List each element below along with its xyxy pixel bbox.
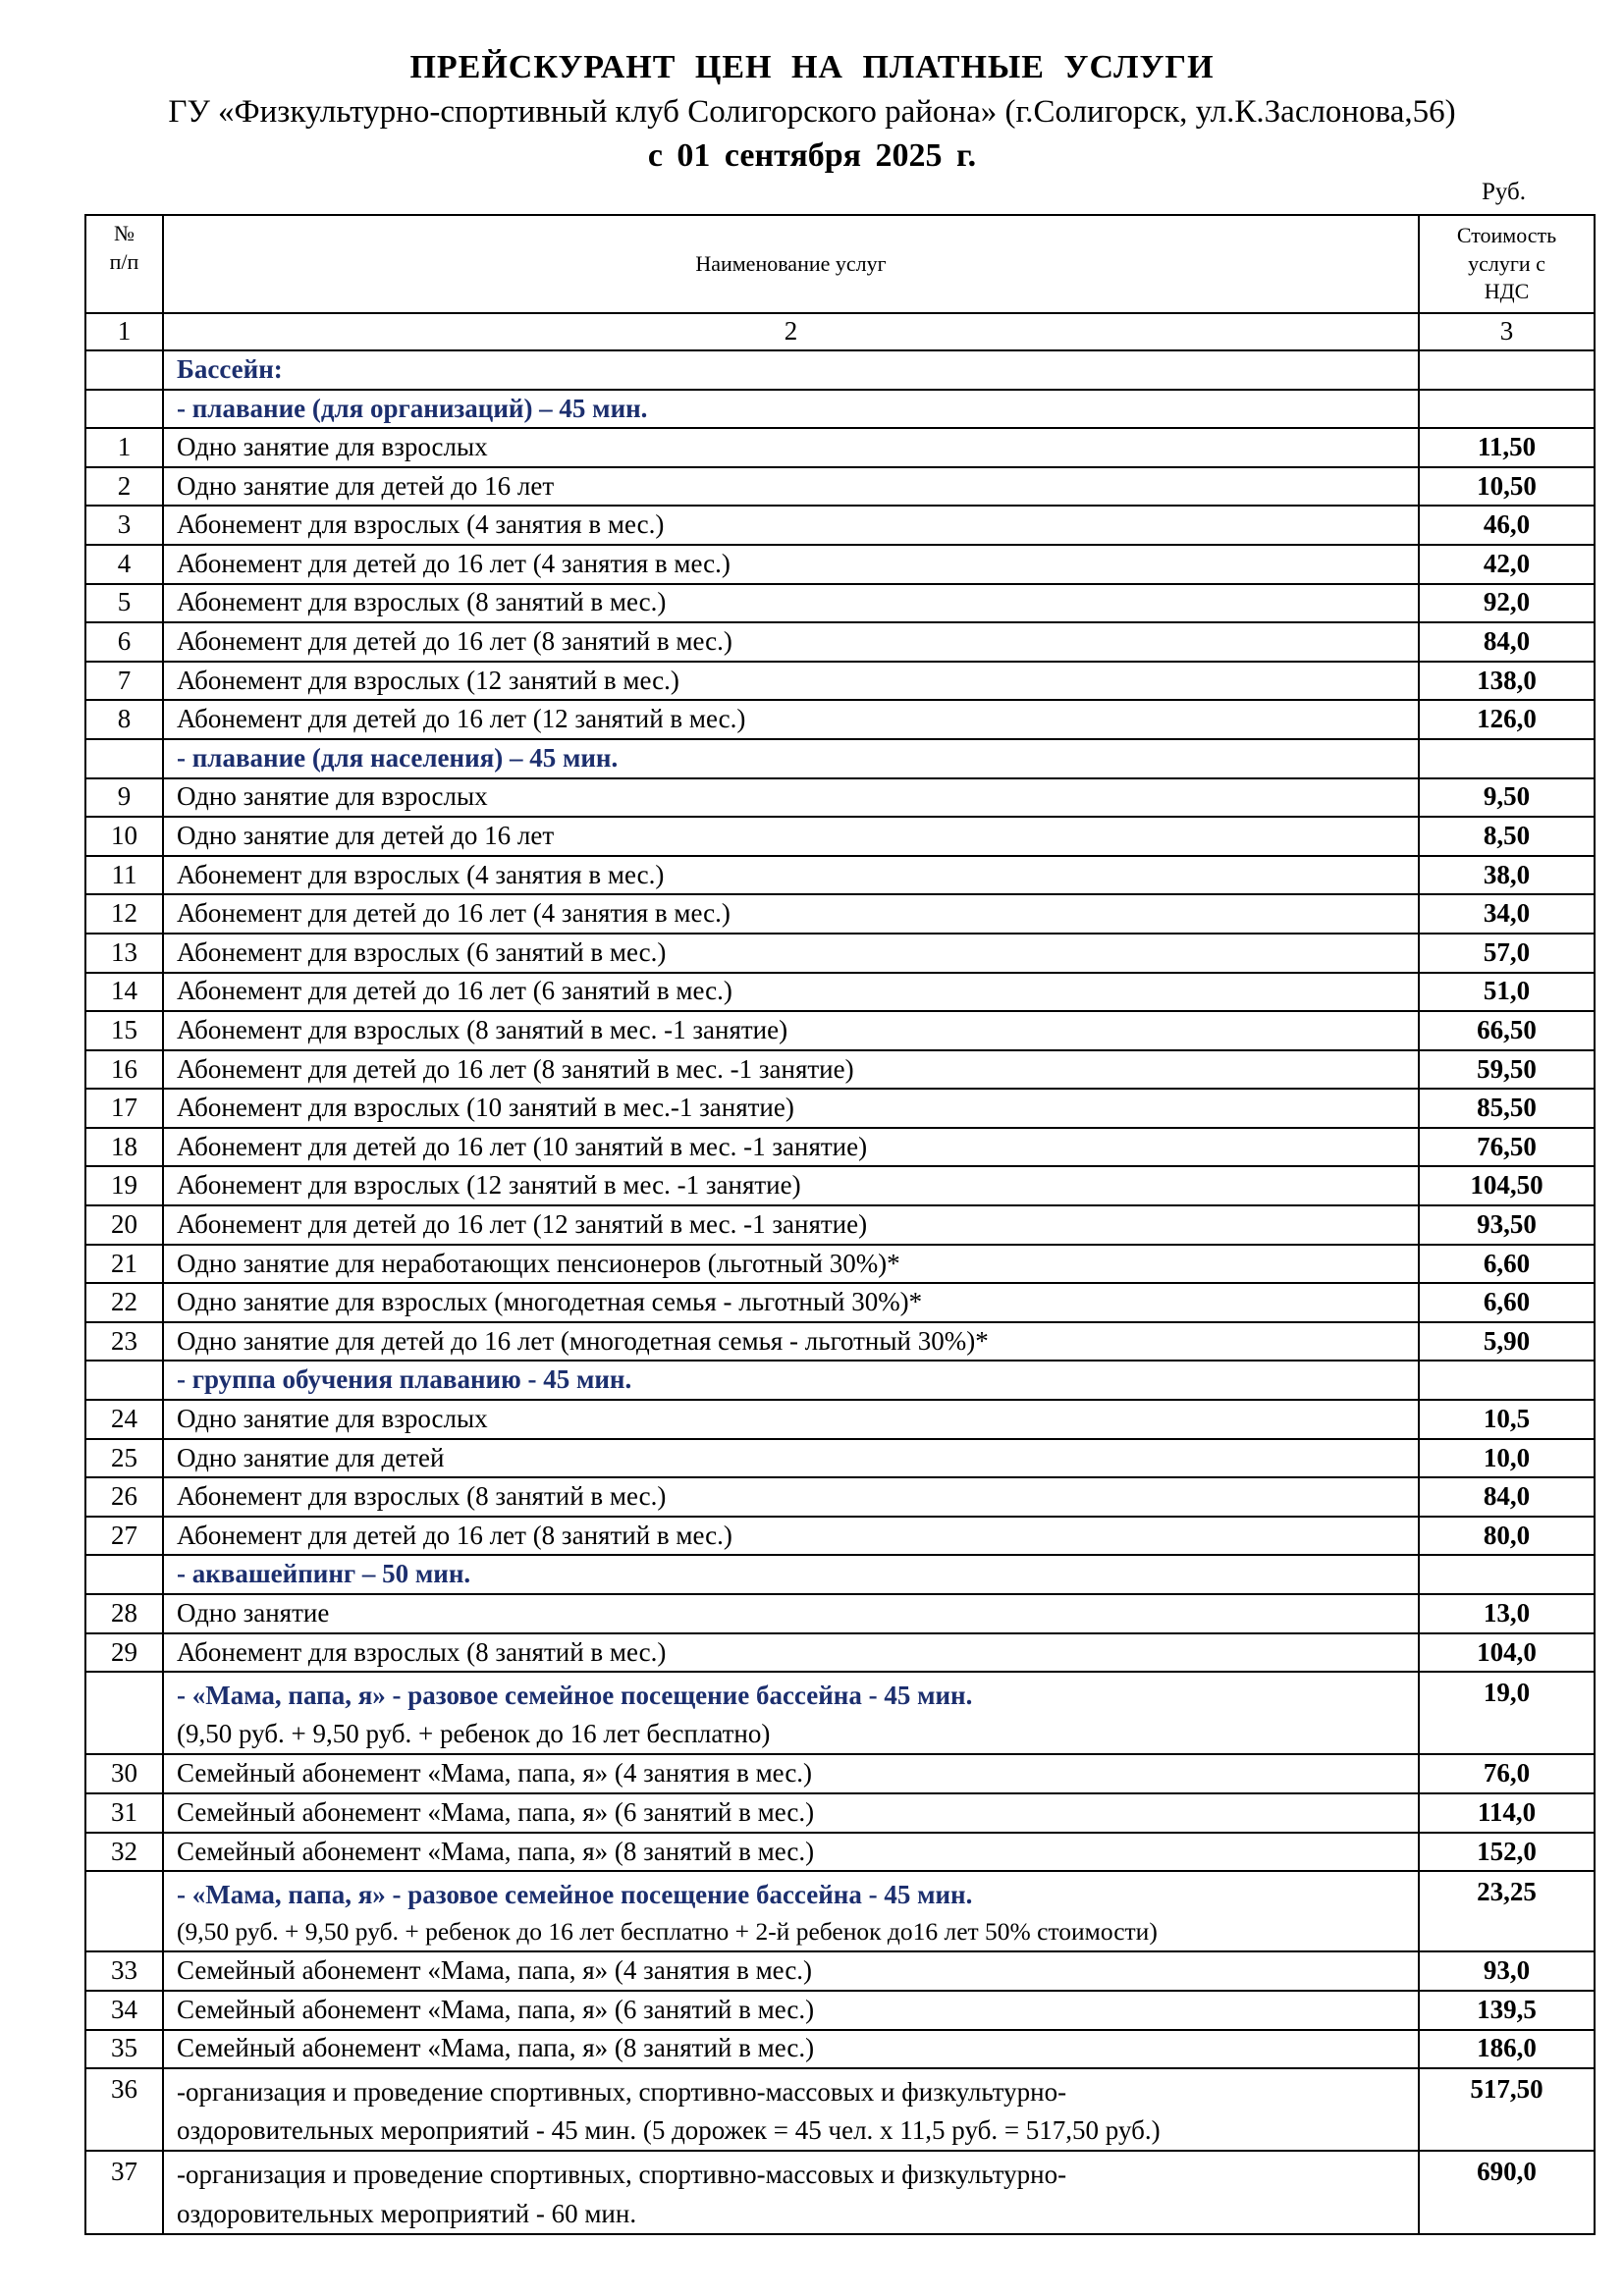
row-number: 33 [85,1951,163,1991]
section-title: - аквашейпинг – 50 мин. [163,1555,1419,1594]
service-price: 9,50 [1419,778,1595,818]
service-price: 139,5 [1419,1991,1595,2030]
service-price: 13,0 [1419,1594,1595,1633]
row-number: 10 [85,817,163,856]
service-name: Одно занятие для детей до 16 лет (многодетная семья - льготный 30%)* [163,1322,1419,1362]
table-row [85,584,1595,623]
section-row-pool [85,350,1595,390]
table-row [85,622,1595,662]
row-number: 25 [85,1439,163,1478]
row-number: 27 [85,1517,163,1556]
service-name: Абонемент для детей до 16 лет (12 занятий в мес. -1 занятие) [163,1205,1419,1245]
row-number: 18 [85,1128,163,1167]
row-number: 3 [85,506,163,545]
table-row [85,1833,1595,1872]
service-price: 66,50 [1419,1011,1595,1050]
service-name: Абонемент для взрослых (8 занятий в мес.) [163,1477,1419,1517]
service-name: Семейный абонемент «Мама, папа, я» (8 занятий в мес.) [163,2030,1419,2069]
family-visit-cell [163,1871,1419,1951]
service-price: 76,50 [1419,1128,1595,1167]
service-price: 46,0 [1419,506,1595,545]
service-name-line1: -организация и проведение спортивных, спортивно-массовых и физкультурно- [177,2077,1067,2108]
service-price: 38,0 [1419,856,1595,895]
table-row [85,1400,1595,1439]
service-price: 80,0 [1419,1517,1595,1556]
service-name: Абонемент для детей до 16 лет (8 занятий в мес. -1 занятие) [163,1050,1419,1090]
service-name: Одно занятие [163,1594,1419,1633]
service-name: Семейный абонемент «Мама, папа, я» (8 занятий в мес.) [163,1833,1419,1872]
service-name: Семейный абонемент «Мама, папа, я» (4 занятия в мес.) [163,1951,1419,1991]
table-row [85,1991,1595,2030]
service-name: Абонемент для взрослых (8 занятий в мес.) [163,584,1419,623]
organization-name: ГУ «Физкультурно-спортивный клуб Солигорского района» (г.Солигорск, ул.К.Заслонова,56) [168,94,1456,130]
service-name: Абонемент для взрослых (6 занятий в мес.) [163,934,1419,973]
table-row [85,467,1595,507]
service-price: 6,60 [1419,1245,1595,1284]
service-name-line2: оздоровительных мероприятий - 45 мин. (5 дорожек = 45 чел. х 11,5 руб. = 517,50 руб.) [177,2115,1161,2146]
table-row [85,1245,1595,1284]
service-price: 42,0 [1419,545,1595,584]
service-price: 92,0 [1419,584,1595,623]
service-name: Одно занятие для взрослых [163,778,1419,818]
empty-cell [85,1361,163,1400]
row-number: 35 [85,2030,163,2069]
service-price: 8,50 [1419,817,1595,856]
service-name: Одно занятие для неработающих пенсионеров (льготный 30%)* [163,1245,1419,1284]
table-row [85,662,1595,701]
service-price: 57,0 [1419,934,1595,973]
section-title: - плавание (для организаций) – 45 мин. [163,390,1419,429]
service-name: Абонемент для детей до 16 лет (4 занятия в мес.) [163,894,1419,934]
price-table [84,214,1596,2235]
row-number: 6 [85,622,163,662]
table-row [85,1128,1595,1167]
service-price: 10,0 [1419,1439,1595,1478]
section-row [85,1555,1595,1594]
currency-label: Руб. [1481,179,1526,205]
header-price-line1: Стоимость [1456,223,1557,248]
service-price: 114,0 [1419,1793,1595,1833]
section-row [85,390,1595,429]
service-name-line2: оздоровительных мероприятий - 60 мин. [177,2198,637,2228]
row-number: 20 [85,1205,163,1245]
table-row [85,428,1595,467]
header-name: Наименование услуг [163,215,1419,313]
row-number: 31 [85,1793,163,1833]
service-price: 93,0 [1419,1951,1595,1991]
table-row [85,1050,1595,1090]
row-number: 7 [85,662,163,701]
service-price: 104,50 [1419,1166,1595,1205]
section-title: - «Мама, папа, я» - разовое семейное посещение бассейна - 45 мин. [177,1681,973,1711]
section-title: - «Мама, папа, я» - разовое семейное посещение бассейна - 45 мин. [177,1880,973,1910]
family-visit-cell [163,1672,1419,1754]
section-title: Бассейн: [163,350,1419,390]
service-price: 152,0 [1419,1833,1595,1872]
column-index: 1 [85,313,163,350]
service-price: 10,50 [1419,467,1595,507]
empty-cell [1419,1555,1595,1594]
service-name: Семейный абонемент «Мама, папа, я» (6 занятий в мес.) [163,1793,1419,1833]
table-row [85,1793,1595,1833]
column-index: 3 [1419,313,1595,350]
row-number: 1 [85,428,163,467]
table-header-row [85,215,1595,313]
page-title: ПРЕЙСКУРАНТ ЦЕН НА ПЛАТНЫЕ УСЛУГИ [409,49,1215,85]
service-name [163,2068,1419,2151]
service-name: Одно занятие для детей до 16 лет [163,467,1419,507]
row-number: 26 [85,1477,163,1517]
service-price: 6,60 [1419,1283,1595,1322]
table-row [85,778,1595,818]
service-price: 186,0 [1419,2030,1595,2069]
empty-cell [1419,390,1595,429]
row-number: 37 [85,2151,163,2233]
service-name: Абонемент для взрослых (4 занятия в мес.) [163,856,1419,895]
service-name: Семейный абонемент «Мама, папа, я» (6 занятий в мес.) [163,1991,1419,2030]
section-row [85,1361,1595,1400]
service-name: Абонемент для детей до 16 лет (12 занятий в мес.) [163,700,1419,739]
empty-cell [1419,739,1595,778]
service-name: Одно занятие для детей до 16 лет [163,817,1419,856]
service-name: Абонемент для детей до 16 лет (6 занятий в мес.) [163,973,1419,1012]
event-row [85,2068,1595,2151]
service-price: 93,50 [1419,1205,1595,1245]
table-row [85,2030,1595,2069]
row-number: 30 [85,1754,163,1793]
effective-date: с 01 сентября 2025 г. [647,137,977,174]
empty-cell [85,1871,163,1951]
header-number-line1: № [114,221,135,245]
service-price: 104,0 [1419,1633,1595,1673]
table-row [85,1477,1595,1517]
service-price: 51,0 [1419,973,1595,1012]
table-row [85,1322,1595,1362]
table-row [85,506,1595,545]
header-price-line2: услуги с [1468,250,1545,276]
event-row [85,2151,1595,2233]
row-number: 5 [85,584,163,623]
service-name: Абонемент для детей до 16 лет (10 занятий в мес. -1 занятие) [163,1128,1419,1167]
column-index-row [85,313,1595,350]
row-number: 23 [85,1322,163,1362]
table-row [85,1011,1595,1050]
service-name-line1: -организация и проведение спортивных, спортивно-массовых и физкультурно- [177,2160,1067,2190]
empty-cell [85,1672,163,1754]
row-number: 2 [85,467,163,507]
service-name: Абонемент для взрослых (12 занятий в мес.) [163,662,1419,701]
service-price: 84,0 [1419,622,1595,662]
row-number: 12 [85,894,163,934]
service-name: Одно занятие для взрослых [163,428,1419,467]
service-name: Абонемент для взрослых (8 занятий в мес. -1 занятие) [163,1011,1419,1050]
row-number: 34 [85,1991,163,2030]
service-price: 5,90 [1419,1322,1595,1362]
service-name: Одно занятие для взрослых [163,1400,1419,1439]
table-row [85,894,1595,934]
table-row [85,1517,1595,1556]
row-number: 8 [85,700,163,739]
service-price: 59,50 [1419,1050,1595,1090]
table-row [85,1594,1595,1633]
table-row [85,1089,1595,1128]
service-price: 10,5 [1419,1400,1595,1439]
table-row [85,700,1595,739]
family-visit-note: (9,50 руб. + 9,50 руб. + ребенок до 16 лет бесплатно + 2-й ребенок до16 лет 50% стоимости) [177,1917,1158,1947]
row-number: 24 [85,1400,163,1439]
table-row [85,856,1595,895]
table-row [85,1754,1595,1793]
row-number: 19 [85,1166,163,1205]
header-price-line3: НДС [1484,279,1530,304]
service-price: 23,25 [1419,1871,1595,1951]
table-row [85,1951,1595,1991]
empty-cell [85,739,163,778]
service-price: 517,50 [1419,2068,1595,2151]
service-name: Абонемент для детей до 16 лет (8 занятий в мес.) [163,622,1419,662]
empty-cell [1419,1361,1595,1400]
table-row [85,817,1595,856]
row-number: 9 [85,778,163,818]
header-price [1419,215,1595,313]
row-number: 22 [85,1283,163,1322]
service-name: Абонемент для взрослых (10 занятий в мес.-1 занятие) [163,1089,1419,1128]
empty-cell [85,390,163,429]
service-name: Одно занятие для взрослых (многодетная семья - льготный 30%)* [163,1283,1419,1322]
section-row [85,739,1595,778]
family-visit-note: (9,50 руб. + 9,50 руб. + ребенок до 16 лет бесплатно) [177,1719,771,1749]
service-price: 11,50 [1419,428,1595,467]
header-number [85,215,163,313]
section-title: - плавание (для населения) – 45 мин. [163,739,1419,778]
service-price: 76,0 [1419,1754,1595,1793]
service-name: Одно занятие для детей [163,1439,1419,1478]
empty-cell [85,1555,163,1594]
service-price: 126,0 [1419,700,1595,739]
family-visit-row [85,1871,1595,1951]
table-row [85,1166,1595,1205]
service-price: 690,0 [1419,2151,1595,2233]
empty-cell [1419,350,1595,390]
row-number: 32 [85,1833,163,1872]
service-name: Абонемент для детей до 16 лет (8 занятий в мес.) [163,1517,1419,1556]
row-number: 29 [85,1633,163,1673]
row-number: 21 [85,1245,163,1284]
section-title: - группа обучения плаванию - 45 мин. [163,1361,1419,1400]
service-name [163,2151,1419,2233]
row-number: 14 [85,973,163,1012]
row-number: 28 [85,1594,163,1633]
family-visit-row [85,1672,1595,1754]
row-number: 4 [85,545,163,584]
row-number: 36 [85,2068,163,2151]
row-number: 15 [85,1011,163,1050]
table-row [85,545,1595,584]
service-price: 85,50 [1419,1089,1595,1128]
service-name: Абонемент для взрослых (4 занятия в мес.) [163,506,1419,545]
service-price: 34,0 [1419,894,1595,934]
empty-cell [85,350,163,390]
service-name: Семейный абонемент «Мама, папа, я» (4 занятия в мес.) [163,1754,1419,1793]
service-price: 19,0 [1419,1672,1595,1754]
service-price: 138,0 [1419,662,1595,701]
header-number-line2: п/п [109,248,139,274]
row-number: 16 [85,1050,163,1090]
table-row [85,934,1595,973]
table-row [85,973,1595,1012]
table-row [85,1205,1595,1245]
service-name: Абонемент для взрослых (12 занятий в мес. -1 занятие) [163,1166,1419,1205]
row-number: 17 [85,1089,163,1128]
table-row [85,1439,1595,1478]
service-name: Абонемент для взрослых (8 занятий в мес.) [163,1633,1419,1673]
row-number: 13 [85,934,163,973]
column-index: 2 [163,313,1419,350]
table-row [85,1283,1595,1322]
table-row [85,1633,1595,1673]
row-number: 11 [85,856,163,895]
service-name: Абонемент для детей до 16 лет (4 занятия в мес.) [163,545,1419,584]
service-price: 84,0 [1419,1477,1595,1517]
